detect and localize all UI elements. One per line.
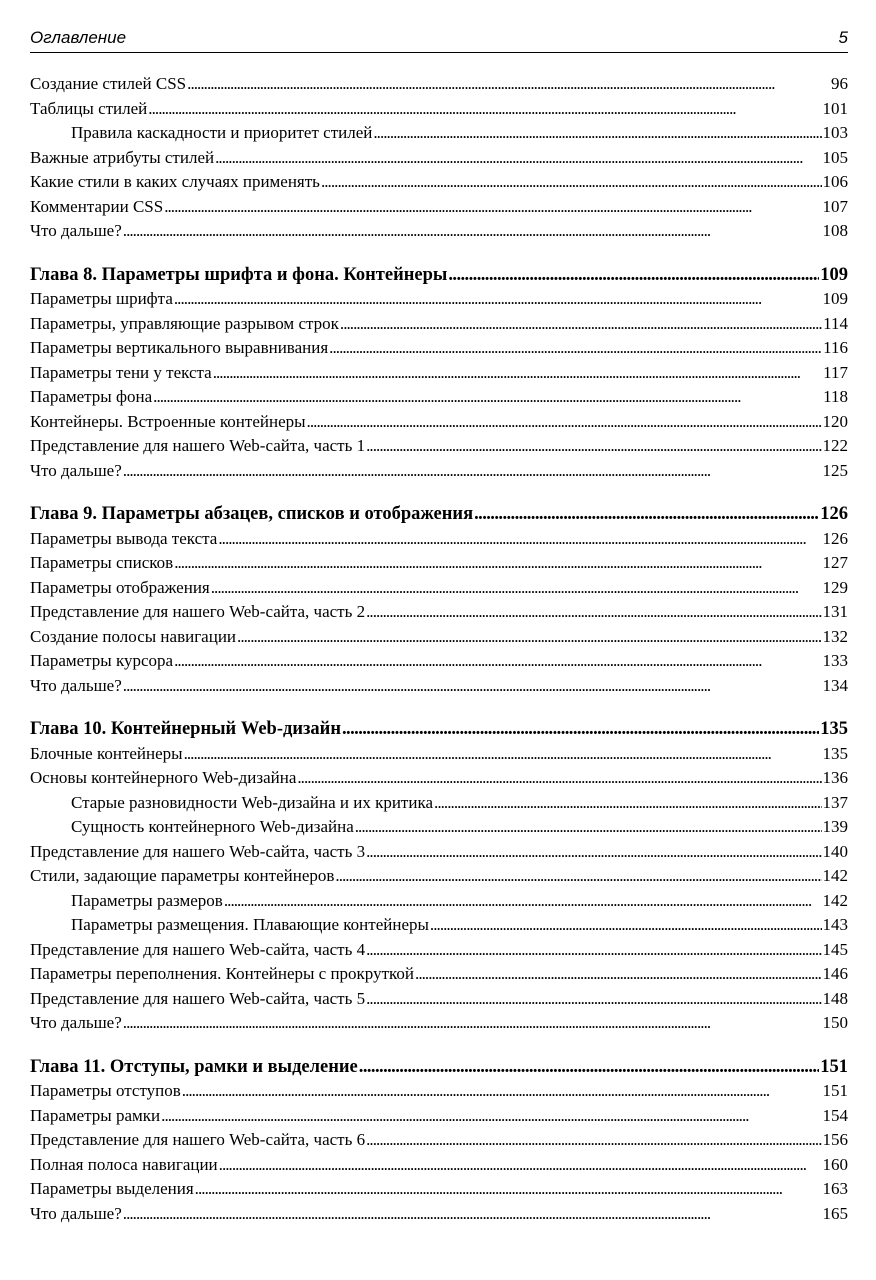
toc-entry[interactable] [30,72,848,97]
toc-entry[interactable] [30,459,848,484]
toc-subentry-page-number: 139 [822,817,848,836]
toc-subentry-title: Сущность контейнерного Web-дизайна [71,817,354,836]
toc-entry-title: Представление для нашего Web-сайта, часть 4 [30,939,366,959]
toc-entry[interactable] [30,987,848,1012]
toc-entry-page-number: 142 [822,866,848,885]
toc-entry[interactable] [30,170,848,195]
toc-entry-page-number: 134 [822,675,848,695]
toc-entry[interactable] [30,527,848,552]
toc-entry[interactable] [30,576,848,601]
toc-section [30,717,848,1036]
toc-chapter-heading[interactable] [30,502,848,527]
toc-entry-title: Представление для нашего Web-сайта, часть 2 [30,602,366,621]
running-header [30,26,848,53]
toc-entry-title: Создание стилей CSS [30,74,187,93]
toc-entry[interactable] [30,361,848,386]
toc-entry-page-number: 109 [822,289,848,308]
toc-subentry-title: Параметры размеров [71,890,223,910]
dot-leader [373,121,821,146]
dot-leader [174,551,821,576]
dot-leader [366,987,821,1012]
toc-subentry[interactable] [30,815,848,840]
dot-leader [448,263,819,288]
toc-entry-title: Параметры, управляющие разрывом строк [30,313,339,333]
toc-entry-page-number: 126 [822,528,848,548]
toc-entry-title: Параметры рамки [30,1105,161,1125]
toc-chapter-heading-title: Глава 8. Параметры шрифта и фона. Контейнеры [30,264,448,285]
toc-entry-page-number: 114 [823,313,848,333]
dot-leader [307,410,822,435]
toc-entry[interactable] [30,1104,848,1129]
toc-entry-title: Параметры вывода текста [30,528,218,548]
toc-subentry-title: Параметры размещения. Плавающие контейнеры [71,915,429,934]
dot-leader [174,649,821,674]
toc-subentry[interactable] [30,913,848,938]
toc-chapter-heading-page-number: 109 [820,264,848,285]
toc-entry-page-number: 105 [822,147,848,167]
dot-leader [211,576,822,601]
toc-entry-page-number: 135 [822,743,848,763]
toc-subentry-title: Правила каскадности и приоритет стилей [71,123,373,142]
dot-leader [219,1153,822,1178]
toc-chapter-heading[interactable] [30,1055,848,1080]
toc-subentry-page-number: 103 [822,123,848,142]
dot-leader [123,674,822,699]
toc-chapter-heading-title: Глава 9. Параметры абзацев, списков и отображения [30,504,474,524]
toc-entry-title: Что дальше? [30,460,122,480]
toc-entry-title: Что дальше? [30,675,122,695]
toc-entry-page-number: 148 [822,988,848,1008]
toc-entry-title: Параметры шрифта [30,289,173,308]
toc-entry-page-number: 151 [822,1081,848,1100]
toc-entry-page-number: 154 [822,1105,848,1125]
toc-subentry-page-number: 137 [822,792,848,812]
toc-entry-page-number: 160 [822,1154,848,1174]
dot-leader [184,742,822,767]
dot-leader [342,717,819,742]
dot-leader [123,1202,822,1227]
dot-leader [340,312,822,337]
toc-section [30,502,848,698]
toc-section [30,72,848,244]
dot-leader [335,864,821,889]
toc-entry[interactable] [30,146,848,171]
running-header-title: Оглавление [30,28,127,47]
toc-entry-page-number: 133 [822,651,848,670]
toc-entry-title: Параметры вертикального выравнивания [30,338,329,357]
toc-entry[interactable] [30,766,848,791]
toc-entry-page-number: 101 [822,98,848,118]
dot-leader [366,938,821,963]
dot-leader [215,146,821,171]
toc-subentry-page-number: 143 [822,915,848,934]
toc-entry-title: Что дальше? [30,221,122,240]
toc-entry-page-number: 145 [822,939,848,959]
toc-entry-title: Стили, задающие параметры контейнеров [30,866,335,885]
toc-entry-title: Параметры фона [30,387,153,406]
toc-entry-page-number: 132 [822,626,848,646]
toc-entry-page-number: 107 [822,196,848,216]
toc-entry[interactable] [30,97,848,122]
dot-leader [366,840,821,865]
toc-entry-page-number: 118 [823,387,848,406]
dot-leader [218,527,821,552]
dot-leader [224,889,822,914]
toc-entry[interactable] [30,434,848,459]
dot-leader [123,219,822,244]
dot-leader [415,962,821,987]
toc-chapter-heading[interactable] [30,263,848,288]
toc-entry-title: Создание полосы навигации [30,626,237,646]
toc-entry-title: Параметры списков [30,553,174,572]
toc-entry-page-number: 96 [831,74,848,93]
toc-entry-title: Какие стили в каких случаях применять [30,172,320,191]
toc-entry[interactable] [30,1128,848,1153]
toc-entry[interactable] [30,287,848,312]
toc-chapter-heading-title: Глава 11. Отступы, рамки и выделение [30,1056,358,1077]
toc-entry-title: Представление для нашего Web-сайта, часть 6 [30,1130,366,1149]
toc-entry-page-number: 127 [822,553,848,572]
toc-entry-title: Основы контейнерного Web-дизайна [30,768,297,787]
toc-entry-title: Таблицы стилей [30,98,148,118]
toc-entry-title: Полная полоса навигации [30,1154,218,1174]
dot-leader [297,766,821,791]
toc-entry[interactable] [30,742,848,767]
toc-entry[interactable] [30,336,848,361]
dot-leader [329,336,822,361]
dot-leader [148,97,821,122]
toc-entry[interactable] [30,600,848,625]
toc-entry-page-number: 146 [822,964,848,983]
toc-entry[interactable] [30,410,848,435]
toc-subentry[interactable] [30,889,848,914]
toc-chapter-heading-page-number: 151 [820,1056,848,1077]
toc-entry-title: Параметры отступов [30,1081,181,1100]
dot-leader [153,385,822,410]
toc-entry[interactable] [30,938,848,963]
toc-entry-title: Параметры отображения [30,577,210,597]
toc-entry-title: Что дальше? [30,1013,122,1032]
dot-leader [359,1055,819,1080]
dot-leader [161,1104,821,1129]
toc-chapter-heading-page-number: 126 [820,504,848,524]
dot-leader [366,600,821,625]
toc-entry-page-number: 156 [822,1130,848,1149]
toc-entry[interactable] [30,1153,848,1178]
toc-entry[interactable] [30,674,848,699]
dot-leader [366,1128,821,1153]
toc-entry-page-number: 129 [822,577,848,597]
dot-leader [164,195,821,220]
toc-entry[interactable] [30,1202,848,1227]
toc-entry[interactable] [30,625,848,650]
dot-leader [123,1011,822,1036]
toc-entry-title: Параметры выделения [30,1179,194,1198]
toc-entry-title: Контейнеры. Встроенные контейнеры [30,411,306,431]
toc-entry-title: Представление для нашего Web-сайта, часть 3 [30,841,366,861]
toc-entry-page-number: 117 [823,362,848,382]
toc-entry[interactable] [30,1079,848,1104]
dot-leader [187,72,830,97]
toc-entry[interactable] [30,649,848,674]
dot-leader [474,502,819,527]
toc-entry[interactable] [30,219,848,244]
toc-entry-title: Представление для нашего Web-сайта, часть 5 [30,988,366,1008]
toc-section [30,1055,848,1227]
page-number: 5 [838,28,848,47]
toc-subentry[interactable] [30,791,848,816]
dot-leader [321,170,822,195]
dot-leader [237,625,821,650]
toc-entry-title: Что дальше? [30,1203,122,1223]
toc-entry-page-number: 165 [822,1203,848,1223]
toc-subentry-page-number: 142 [822,890,848,910]
toc-entry[interactable] [30,312,848,337]
toc-section [30,263,848,484]
toc-entry-page-number: 108 [822,221,848,240]
toc-entry-title: Комментарии CSS [30,196,164,216]
toc-entry-page-number: 136 [822,768,848,787]
toc-entry-title: Представление для нашего Web-сайта, часть 1 [30,436,366,455]
dot-leader [213,361,822,386]
dot-leader [123,459,822,484]
toc-entry-title: Параметры курсора [30,651,174,670]
toc-entry-title: Параметры тени у текста [30,362,212,382]
toc-entry[interactable] [30,1177,848,1202]
toc-entry[interactable] [30,551,848,576]
toc-entry-page-number: 131 [822,602,848,621]
toc-entry-title: Блочные контейнеры [30,743,183,763]
toc-entry-title: Важные атрибуты стилей [30,147,215,167]
dot-leader [434,791,821,816]
dot-leader [174,287,822,312]
dot-leader [355,815,822,840]
toc-entry-page-number: 150 [822,1013,848,1032]
toc-entry[interactable] [30,385,848,410]
toc-entry-title: Параметры переполнения. Контейнеры с прокруткой [30,964,415,983]
toc-entry-page-number: 125 [822,460,848,480]
toc-subentry-title: Старые разновидности Web-дизайна и их критика [71,792,434,812]
toc-entry[interactable] [30,840,848,865]
toc-entry[interactable] [30,864,848,889]
table-of-contents [30,72,848,1245]
toc-entry[interactable] [30,1011,848,1036]
toc-chapter-heading[interactable] [30,717,848,742]
toc-subentry[interactable] [30,121,848,146]
toc-chapter-heading-page-number: 135 [820,719,848,739]
dot-leader [366,434,821,459]
dot-leader [195,1177,822,1202]
toc-entry-page-number: 120 [822,411,848,431]
toc-chapter-heading-title: Глава 10. Контейнерный Web-дизайн [30,719,341,739]
toc-entry[interactable] [30,195,848,220]
dot-leader [182,1079,822,1104]
toc-entry-page-number: 122 [822,436,848,455]
dot-leader [430,913,822,938]
toc-entry-page-number: 163 [822,1179,848,1198]
toc-entry-page-number: 106 [822,172,848,191]
toc-entry-page-number: 140 [822,841,848,861]
toc-entry-page-number: 116 [823,338,848,357]
toc-entry[interactable] [30,962,848,987]
